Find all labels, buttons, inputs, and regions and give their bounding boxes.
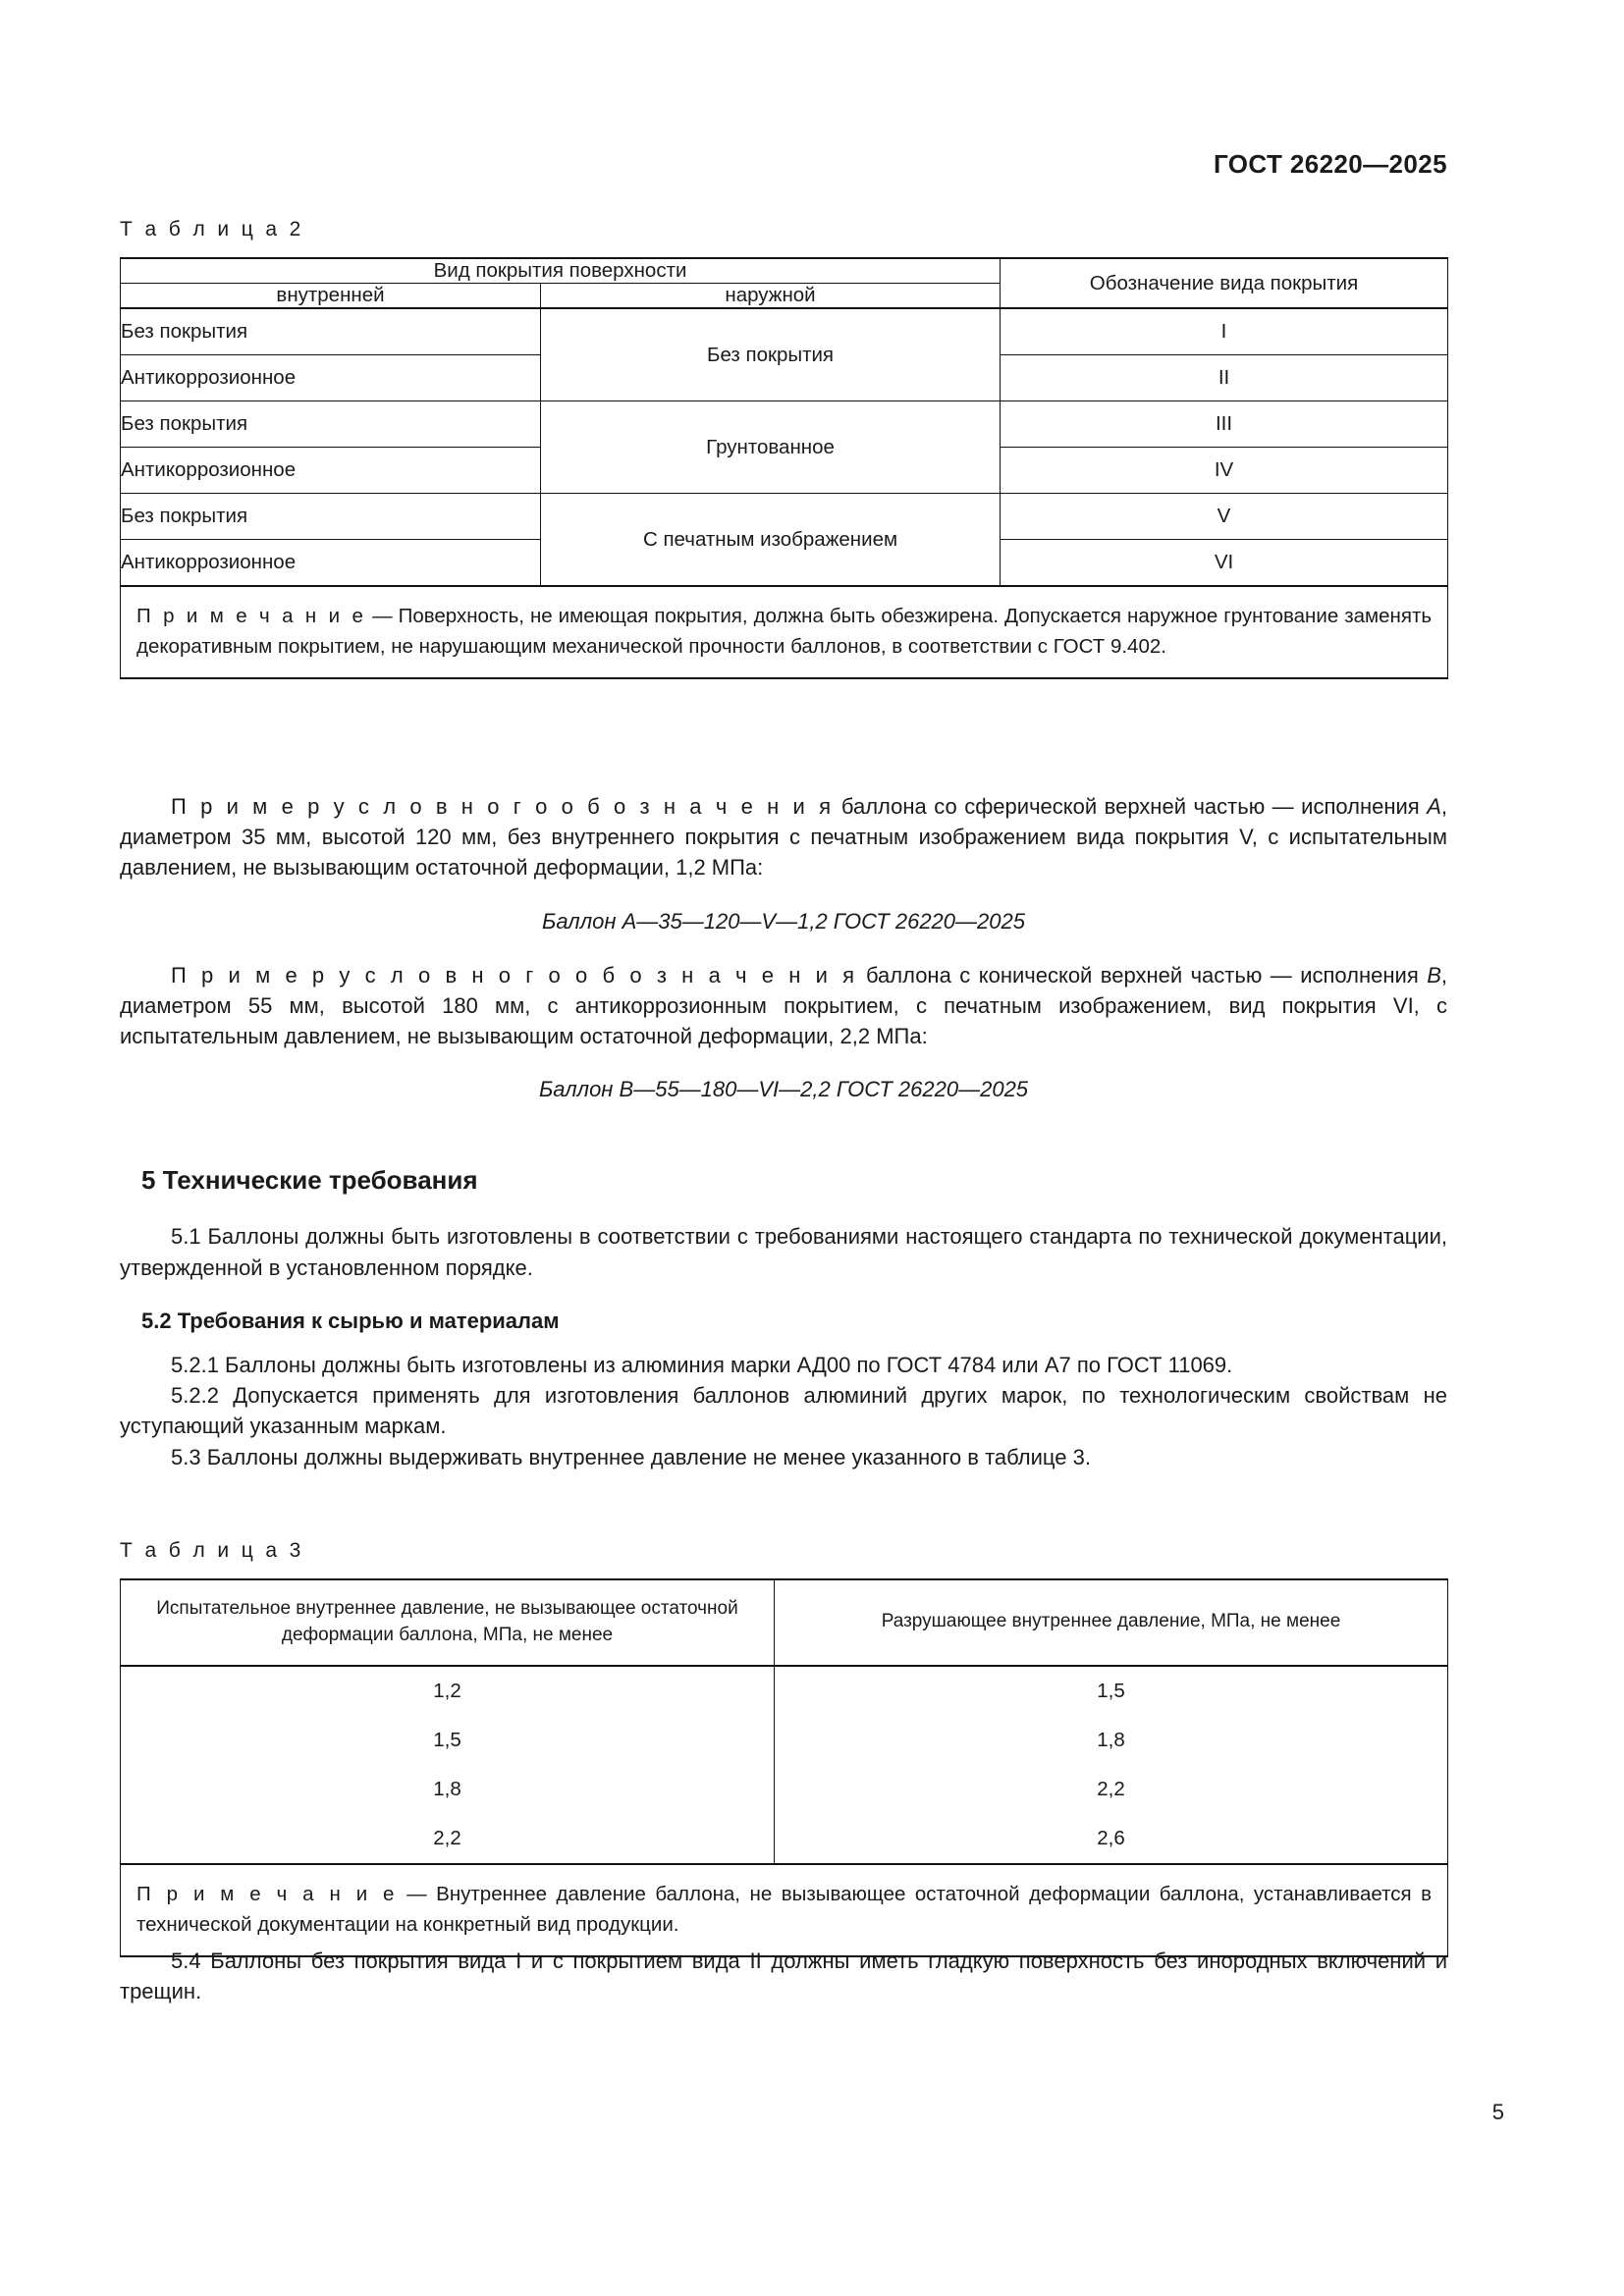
table2-cell-inner: Без покрытия [121,308,541,355]
table3-cell-test: 1,2 [121,1666,775,1716]
table3-cell-test: 1,8 [121,1765,775,1814]
table-row [121,1716,1448,1765]
paragraph-5-3: 5.3 Баллоны должны выдерживать внутреннее давление не менее указанного в таблице 3. [171,1444,1091,1469]
spacer [120,1196,1447,1221]
table2-cell-code: II [1001,355,1448,401]
paragraph-5-2-1: 5.2.1 Баллоны должны быть изготовлены из алюминия марки АД00 по ГОСТ 4784 или А7 по ГОСТ 11069. [171,1352,1233,1377]
table2-header-inner: внутренней [121,284,541,309]
table3-header-test-pressure: Испытательное внутреннее давление, не вызывающее остаточной деформации баллона, МПа, не менее [121,1579,775,1666]
table-row [121,401,1448,448]
designation-line-2: Баллон В—55—180—VI—2,2 ГОСТ 26220—2025 [538,1077,1029,1102]
table-row [121,494,1448,540]
table2-cell-code: IV [1001,448,1448,494]
table2-note-row [121,586,1448,678]
spacer [120,1334,1447,1350]
body-text-block-2 [120,1946,1447,2006]
designation-line-1: Баллон А—35—120—V—1,2 ГОСТ 26220—2025 [542,908,1025,934]
table2-header-row-group [121,258,1448,284]
page-number: 5 [1491,2100,1504,2124]
table3-header-burst-pressure: Разрушающее внутреннее давление, МПа, не менее [775,1579,1448,1666]
table2-cell-code: V [1001,494,1448,540]
table-row [121,1666,1448,1716]
table3-cell-test: 2,2 [121,1814,775,1864]
section-5-heading: 5 Технические требования [141,1165,478,1196]
table3-note-row [121,1864,1448,1956]
table3 [120,1578,1448,1957]
table3-cell-burst: 2,2 [775,1765,1448,1814]
table-row [121,1765,1448,1814]
table2-cell-code: III [1001,401,1448,448]
example2-variant: В [1427,962,1441,988]
table-row [121,1814,1448,1864]
body-text-block-1 [120,791,1447,1472]
document-standard-header: ГОСТ 26220—2025 [1214,149,1447,179]
table3-cell-burst: 1,8 [775,1716,1448,1765]
example2-text: баллона с конической верхней частью — исполнения [857,962,1428,988]
example1-paragraph [120,791,1447,883]
table3-cell-test: 1,5 [121,1716,775,1765]
table2 [120,257,1448,679]
example1-lead: П р и м е р у с л о в н о г о о б о з н а ч е н и я [171,794,835,819]
table2-header-code: Обозначение вида покрытия [1001,258,1448,308]
table2-note-cell [121,586,1448,678]
table2-cell-code: I [1001,308,1448,355]
example2-paragraph [120,960,1447,1052]
section-5-2-heading: 5.2 Требования к сырью и материалам [141,1308,560,1333]
table2-cell-outer: Грунтованное [541,401,1001,494]
table2-cell-inner: Антикоррозионное [121,355,541,401]
table3-block [120,1539,1447,1957]
table2-note-body: — Поверхность, не имеющая покрытия, должна быть обезжирена. Допускается наружное грунтование заменять декоративным покрытием, не нарушающим механической прочности баллонов, в соответствии с ГОСТ 9.402. [136,605,1433,659]
spacer [120,1283,1447,1308]
table2-cell-inner: Без покрытия [121,494,541,540]
example2-rest: , диаметром 55 мм, высотой 180 мм, с антикоррозионным покрытием, с печатным изображением, вид покрытия VI, с испытательным давлением, не вызывающим остаточной деформации, 2,2 МПа: [120,962,1447,1049]
table2-caption: Т а б л и ц а 2 [120,218,304,240]
table2-cell-outer: Без покрытия [541,308,1001,401]
paragraph-5-4: 5.4 Баллоны без покрытия вида I и с покрытием вида II должны иметь гладкую поверхность без инородных включений и трещин. [120,1949,1447,2004]
example1-variant: А [1427,794,1441,819]
table3-cell-burst: 2,6 [775,1814,1448,1864]
table2-header-group: Вид покрытия поверхности [121,258,1001,284]
paragraph-5-1: 5.1 Баллоны должны быть изготовлены в соответствии с требованиями настоящего стандарта по технической документации, утвержденной в установленном порядке. [120,1224,1447,1280]
table2-cell-outer: С печатным изображением [541,494,1001,587]
table2-header-outer: наружной [541,284,1001,309]
table3-note-text [121,1865,1447,1955]
example1-text: баллона со сферической верхней частью — исполнения [834,794,1428,819]
table3-note-label: П р и м е ч а н и е [136,1882,398,1905]
table2-block [120,218,1447,679]
table2-note-label: П р и м е ч а н и е [136,605,367,627]
table2-cell-inner: Антикоррозионное [121,540,541,587]
table2-cell-inner: Без покрытия [121,401,541,448]
paragraph-5-2-2: 5.2.2 Допускается применять для изготовления баллонов алюминий других марок, по технологическим свойствам не уступающий указанным маркам. [120,1383,1447,1439]
table3-caption: Т а б л и ц а 3 [120,1539,304,1562]
table2-cell-inner: Антикоррозионное [121,448,541,494]
example1-rest: , диаметром 35 мм, высотой 120 мм, без внутреннего покрытия с печатным изображением вида покрытия V, с испытательным давлением, не вызывающим остаточной деформации, 1,2 МПа: [120,794,1447,881]
spacer [120,1128,1447,1165]
table2-cell-code: VI [1001,540,1448,587]
table3-cell-burst: 1,5 [775,1666,1448,1716]
table2-note-text [121,587,1447,677]
example2-lead: П р и м е р у с л о в н о г о о б о з н а ч е н и я [171,962,858,988]
table-row [121,308,1448,355]
table3-note-body: — Внутреннее давление баллона, не вызывающее остаточной деформации баллона, устанавливается в технической документации на конкретный вид продукции. [136,1882,1432,1937]
table3-note-cell [121,1864,1448,1956]
table3-header-row [121,1579,1448,1666]
